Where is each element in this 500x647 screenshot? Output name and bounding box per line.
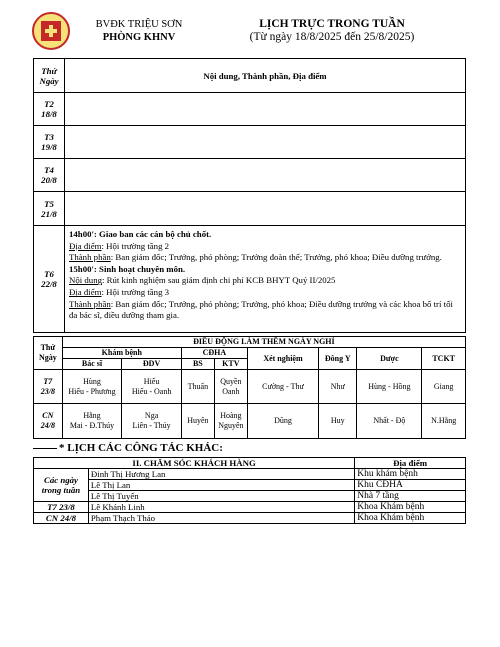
duty-cdha-bs-cell: Huyên xyxy=(181,404,214,439)
duty-day-header: Thứ Ngày xyxy=(34,337,63,370)
schedule-header-row xyxy=(34,59,466,93)
day-label: T4 xyxy=(44,165,54,175)
header-kham-benh: Khám bệnh xyxy=(62,348,181,359)
care-staff-name: Lê Thị Tuyến xyxy=(88,491,354,502)
date-label: 23/8 xyxy=(40,386,55,396)
other-tasks-heading xyxy=(33,442,223,454)
staff-name: Hiếu xyxy=(143,376,160,386)
care-location: Khoa Khám bệnh xyxy=(355,502,466,513)
care-row xyxy=(34,513,466,524)
staff-name: Quyền xyxy=(220,376,242,386)
event-location: Địa điểm: Hội trường tầng 2 xyxy=(69,240,170,251)
day-cell xyxy=(34,126,65,159)
date-label: 21/8 xyxy=(41,208,57,219)
hospital-logo xyxy=(32,12,70,50)
page-title: LỊCH TRỰC TRONG TUẦN xyxy=(259,18,405,30)
duty-row xyxy=(34,404,466,439)
customer-care-table xyxy=(33,457,466,524)
heading-rule xyxy=(33,448,57,449)
duty-ktv-cell xyxy=(214,404,247,439)
header-xet-nghiem: Xét nghiệm xyxy=(247,348,318,370)
schedule-row xyxy=(34,226,466,333)
care-staff-name: Đinh Thị Hương Lan xyxy=(88,469,354,480)
care-location: Nhà 7 tầng xyxy=(355,491,466,502)
staff-name: Nguyên xyxy=(218,421,244,430)
staff-name: Hiếu - Phương xyxy=(68,386,116,396)
schedule-row xyxy=(34,93,466,126)
friday-content-cell xyxy=(65,226,466,333)
duty-dong-y-cell: Huy xyxy=(319,404,357,439)
care-location: Khu khám bệnh xyxy=(355,469,466,480)
schedule-content-cell xyxy=(65,159,466,192)
duty-bac-si-cell xyxy=(62,370,122,404)
care-row xyxy=(34,480,466,491)
care-location: Khoa Khám bệnh xyxy=(355,513,466,524)
care-row xyxy=(34,502,466,513)
duty-table-title: ĐIỀU ĐỘNG LÀM THÊM NGÀY NGHỈ xyxy=(62,337,465,348)
event-participants: Thành phần: Ban giám đốc; Trưởng, phó phòng; Trưởng, phó khoa; Điều dưỡng trưởng và các khoa bố trí tối đa bác sĩ, điều dưỡng tham gia. xyxy=(69,298,453,321)
day-cell xyxy=(34,159,65,192)
header-bac-si: Bác sĩ xyxy=(62,359,122,370)
duty-bac-si-cell xyxy=(62,404,122,439)
event-location: Địa điểm: Hội trường tầng 3 xyxy=(69,286,170,297)
day-cell xyxy=(34,226,65,333)
care-staff-name: Lê Thị Lan xyxy=(88,480,354,491)
staff-name: Liên - Thúy xyxy=(132,421,171,430)
duty-xet-nghiem-cell: Cường - Thư xyxy=(247,370,318,404)
duty-ddv-cell xyxy=(122,404,182,439)
duty-day-cell xyxy=(34,370,63,404)
care-group-label: Các ngày trong tuần xyxy=(34,469,89,502)
duty-ktv-cell xyxy=(214,370,247,404)
duty-xet-nghiem-cell: Dũng xyxy=(247,404,318,439)
content-column-header: Nội dung, Thành phần, Địa điểm xyxy=(65,59,466,93)
date-label: 18/8 xyxy=(41,109,57,119)
duty-cdha-bs-cell: Thuấn xyxy=(181,370,214,404)
day-cell xyxy=(34,192,65,226)
day-cell xyxy=(34,93,65,126)
care-location: Khu CĐHA xyxy=(355,480,466,491)
staff-name: Hoàng xyxy=(220,411,242,420)
duty-ddv-cell xyxy=(122,370,182,404)
care-row xyxy=(34,491,466,502)
date-label: 22/8 xyxy=(41,279,57,289)
staff-name: Hùng xyxy=(83,376,101,386)
staff-name: Hiếu - Oanh xyxy=(131,386,172,396)
weekly-schedule-table xyxy=(33,58,466,333)
date-label: 20/8 xyxy=(41,175,57,185)
schedule-content-cell xyxy=(65,126,466,159)
other-tasks-label: * LỊCH CÁC CÔNG TÁC KHÁC: xyxy=(59,442,223,454)
day-label: T6 xyxy=(44,269,54,279)
event-participants: Thành phần: Ban giám đốc; Trưởng, phó phòng; Trưởng đoàn thể; Trưởng, phó khoa; Điều dưỡng trưởng. xyxy=(69,252,442,263)
care-day-label: CN 24/8 xyxy=(34,513,89,524)
header-duoc: Dược xyxy=(357,348,422,370)
care-table-title: II. CHĂM SÓC KHÁCH HÀNG xyxy=(34,458,355,469)
day-label: T2 xyxy=(44,99,54,109)
duty-duoc-cell: Nhất - Độ xyxy=(357,404,422,439)
schedule-row xyxy=(34,126,466,159)
duty-row xyxy=(34,370,466,404)
day-column-header: Thứ Ngày xyxy=(34,59,65,93)
staff-name: Nga xyxy=(144,411,159,420)
schedule-row xyxy=(34,192,466,226)
header-ddv: ĐDV xyxy=(122,359,182,370)
care-staff-name: Phạm Thạch Thảo xyxy=(88,513,354,524)
duty-duoc-cell: Hùng - Hồng xyxy=(357,370,422,404)
organization-block xyxy=(80,18,198,44)
header-ktv: KTV xyxy=(214,359,247,370)
date-label: 19/8 xyxy=(41,142,57,152)
header-dong-y: Đông Y xyxy=(319,348,357,370)
schedule-row xyxy=(34,159,466,192)
schedule-content-cell xyxy=(65,93,466,126)
schedule-content-cell xyxy=(65,192,466,226)
cross-icon xyxy=(41,21,61,41)
care-row xyxy=(34,469,466,480)
care-header-row xyxy=(34,458,466,469)
department-name: PHÒNG KHNV xyxy=(102,32,176,43)
duty-title-row xyxy=(34,337,466,348)
staff-name: Mai - Đ.Thúy xyxy=(69,421,115,430)
holiday-duty-table xyxy=(33,336,466,439)
org-name: BVĐK TRIỆU SƠN xyxy=(95,19,183,30)
page-header xyxy=(0,0,500,58)
duty-day-cell xyxy=(34,404,63,439)
date-label: 24/8 xyxy=(40,421,55,430)
day-label: T5 xyxy=(44,198,54,209)
header-cdha: CĐHA xyxy=(181,348,247,359)
duty-tckt-cell: Giang xyxy=(422,370,466,404)
event-title: 15h00': Sinh hoạt chuyên môn. xyxy=(69,263,186,274)
day-label: T3 xyxy=(44,132,54,142)
day-label: CN xyxy=(42,411,54,420)
care-location-header: Địa điểm xyxy=(355,458,466,469)
day-label: T7 xyxy=(43,376,53,386)
duty-dong-y-cell: Như xyxy=(319,370,357,404)
staff-name: Hằng xyxy=(83,411,101,420)
care-day-label: T7 23/8 xyxy=(34,502,89,513)
care-staff-name: Lê Khánh Linh xyxy=(88,502,354,513)
duty-group-row xyxy=(34,348,466,359)
duty-tckt-cell: N.Hằng xyxy=(422,404,466,439)
header-bs: BS xyxy=(181,359,214,370)
header-tckt: TCKT xyxy=(422,348,466,370)
event-title: 14h00': Giao ban các cán bộ chủ chốt. xyxy=(69,229,212,239)
title-block xyxy=(232,18,432,44)
page-subtitle: (Từ ngày 18/8/2025 đến 25/8/2025) xyxy=(249,31,415,43)
staff-name: Oanh xyxy=(222,386,240,396)
event-content: Nội dung: Rút kinh nghiệm sau giám định chi phí KCB BHYT Quý II/2025 xyxy=(69,275,336,286)
